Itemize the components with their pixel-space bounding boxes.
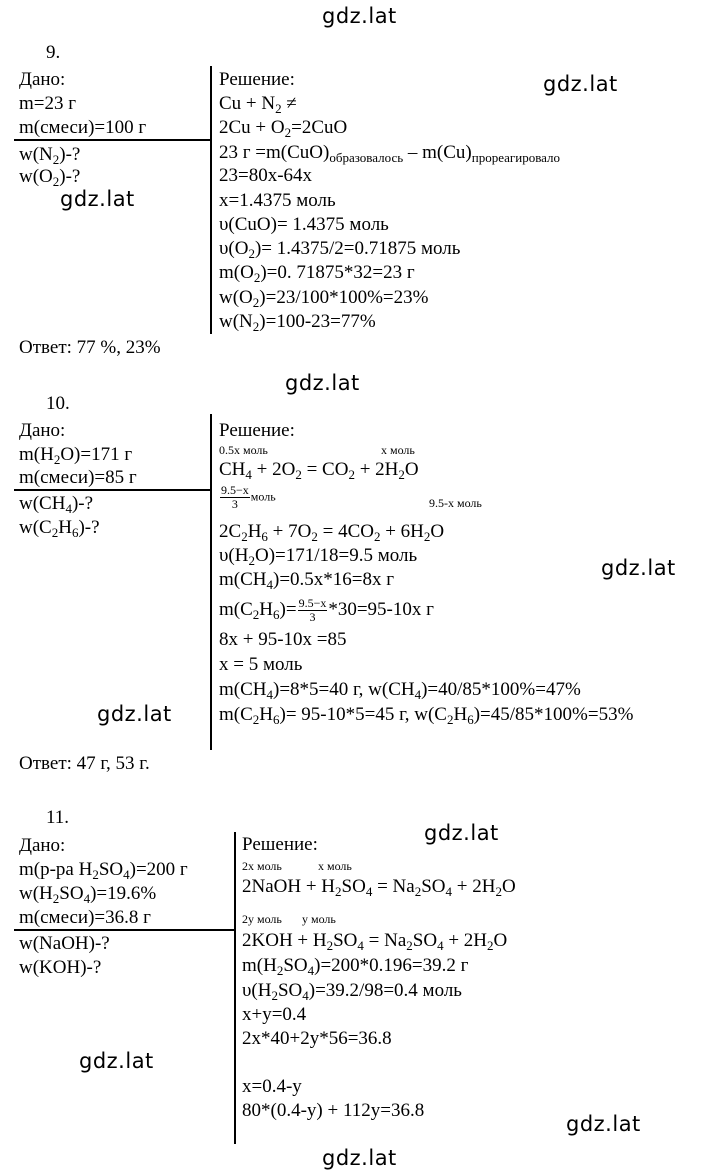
problem-10-number: 10. (46, 393, 70, 414)
watermark: gdz.lat (601, 556, 676, 580)
mole-annotation: x моль (318, 859, 352, 873)
solution-line: υ(CuO)= 1.4375 моль (219, 214, 389, 235)
solution-line: $m(CH_4)=0.5x*16=8x$ г (219, 569, 395, 592)
given-line: m(смеси)=36.8 г (19, 907, 151, 928)
solution-line: $\upsilon(H_2SO_4)=39.2/98=0.4$ моль (242, 980, 462, 1003)
find-line: $w(CH_4)-$? (19, 493, 94, 516)
solution-line: 23=80x-64x (219, 165, 313, 186)
solution-line: $w(O_2)=23/100*100\%=23\%$ (219, 287, 429, 310)
mole-annotation: 2x моль (242, 859, 282, 873)
solution-line: x = 5 моль (219, 654, 303, 675)
given-line: m(смеси)=85 г (19, 467, 137, 488)
mole-annotation: $\frac{9.5-x}{3}$ моль (221, 483, 276, 511)
given-line: $m(H_2O)=171$ г (19, 444, 133, 467)
given-line: m=23 г (19, 93, 77, 114)
watermark: gdz.lat (285, 371, 360, 395)
answer-line: Ответ: 47 г, 53 г. (19, 753, 150, 774)
reaction-equation: $2KOH + H_2SO_4 = Na_2SO_4 + 2H_2O$ (242, 930, 508, 953)
given-label: Дано: (19, 835, 66, 856)
mole-annotation: 9.5-x моль (429, 496, 482, 510)
solution-line: 2x*40+2y*56=36.8 (242, 1028, 392, 1049)
solution-line: x=1.4375 моль (219, 190, 336, 211)
given-label: Дано: (19, 420, 66, 441)
find-line: $w(N_2)-$? (19, 144, 81, 167)
reaction-equation: 2NaOH + $H_2SO_4 = Na_2SO_4 + 2H_2O$ (242, 876, 516, 899)
solution-line: $m(O_2)=0$. 71875*32=23 г (219, 262, 415, 285)
solution-label: Решение: (219, 69, 295, 90)
problem-11-divider-vertical (234, 832, 236, 1144)
find-line: w(KOH)-? (19, 957, 102, 978)
watermark: gdz.lat (97, 702, 172, 726)
solution-line: $w(N_2)=100-23=77\%$ (219, 311, 376, 334)
watermark: gdz.lat (60, 187, 135, 211)
watermark: gdz.lat (566, 1112, 641, 1136)
mole-annotation: 2y моль (242, 912, 282, 926)
problem-9-divider-vertical (210, 66, 212, 334)
mole-annotation: y моль (302, 912, 336, 926)
problem-11-number: 11. (46, 807, 70, 828)
problem-10-divider-vertical (210, 414, 212, 750)
watermark-top: gdz.lat (322, 4, 397, 28)
mole-annotation: x моль (381, 443, 415, 457)
watermark: gdz.lat (543, 72, 618, 96)
given-label: Дано: (19, 69, 66, 90)
reaction-equation: $CH_4 + 2O_2 = CO_2 + 2H_2O$ (219, 459, 419, 482)
solution-line: 80*(0.4-y) + 112y=36.8 (242, 1100, 425, 1121)
problem-9-number: 9. (46, 42, 61, 63)
watermark-bottom: gdz.lat (322, 1146, 397, 1170)
find-line: w(NaOH)-? (19, 933, 110, 954)
given-line: $w(H_2SO_4)=19.6\%$ (19, 883, 157, 906)
given-line: m(р-ра $H_2SO_4)=200$ г (19, 859, 188, 882)
solution-line: $\upsilon(O_2)= 1.4375/2=0.71875$ моль (219, 238, 461, 261)
find-line: $w(O_2)-$? (19, 166, 81, 189)
watermark: gdz.lat (424, 821, 499, 845)
solution-line: 8x + 95-10x =85 (219, 629, 347, 650)
solution-line: $2Cu + O_2=2CuO$ (219, 117, 348, 140)
solution-line: x+y=0.4 (242, 1004, 307, 1025)
given-line: m(смеси)=100 г (19, 117, 147, 138)
solution-line: $m(C_2H_6)=$ $\frac{9.5-x}{3}$ *30=95-10x г (219, 596, 434, 624)
solution-line: 23 $г =m(CuO)_{образовалось} - m(Cu)_{прореагировало}$ (219, 142, 561, 165)
watermark: gdz.lat (79, 1049, 154, 1073)
solution-line: $m(C_2H_6)= 95-10*5=45$ г, $w(C_2H_6)=45/85*100\%=53\%$ (219, 704, 634, 727)
solution-line: $m(CH_4)=8*5=40$ г, $w(CH_4)=40/85*100\%=47\%$ (219, 679, 581, 702)
solution-label: Решение: (242, 834, 318, 855)
solution-label: Решение: (219, 420, 295, 441)
mole-annotation: 0.5x моль (219, 443, 268, 457)
answer-line: Ответ: 77 %, 23% (19, 337, 161, 358)
solution-line: $m(H_2SO_4)=200*0.196=39.2$ г (242, 955, 469, 978)
solution-line: $\upsilon(H_2O)=171/18=9.5$ моль (219, 545, 418, 568)
find-line: $w(C_2H_6)-$? (19, 517, 100, 540)
reaction-equation: $2C_2H_6 + 7O_2 = 4CO_2 + 6H_2O$ (219, 521, 445, 544)
solution-line: x=0.4-y (242, 1076, 302, 1097)
solution-line: $Cu + N_2$ ≠ (219, 93, 297, 116)
